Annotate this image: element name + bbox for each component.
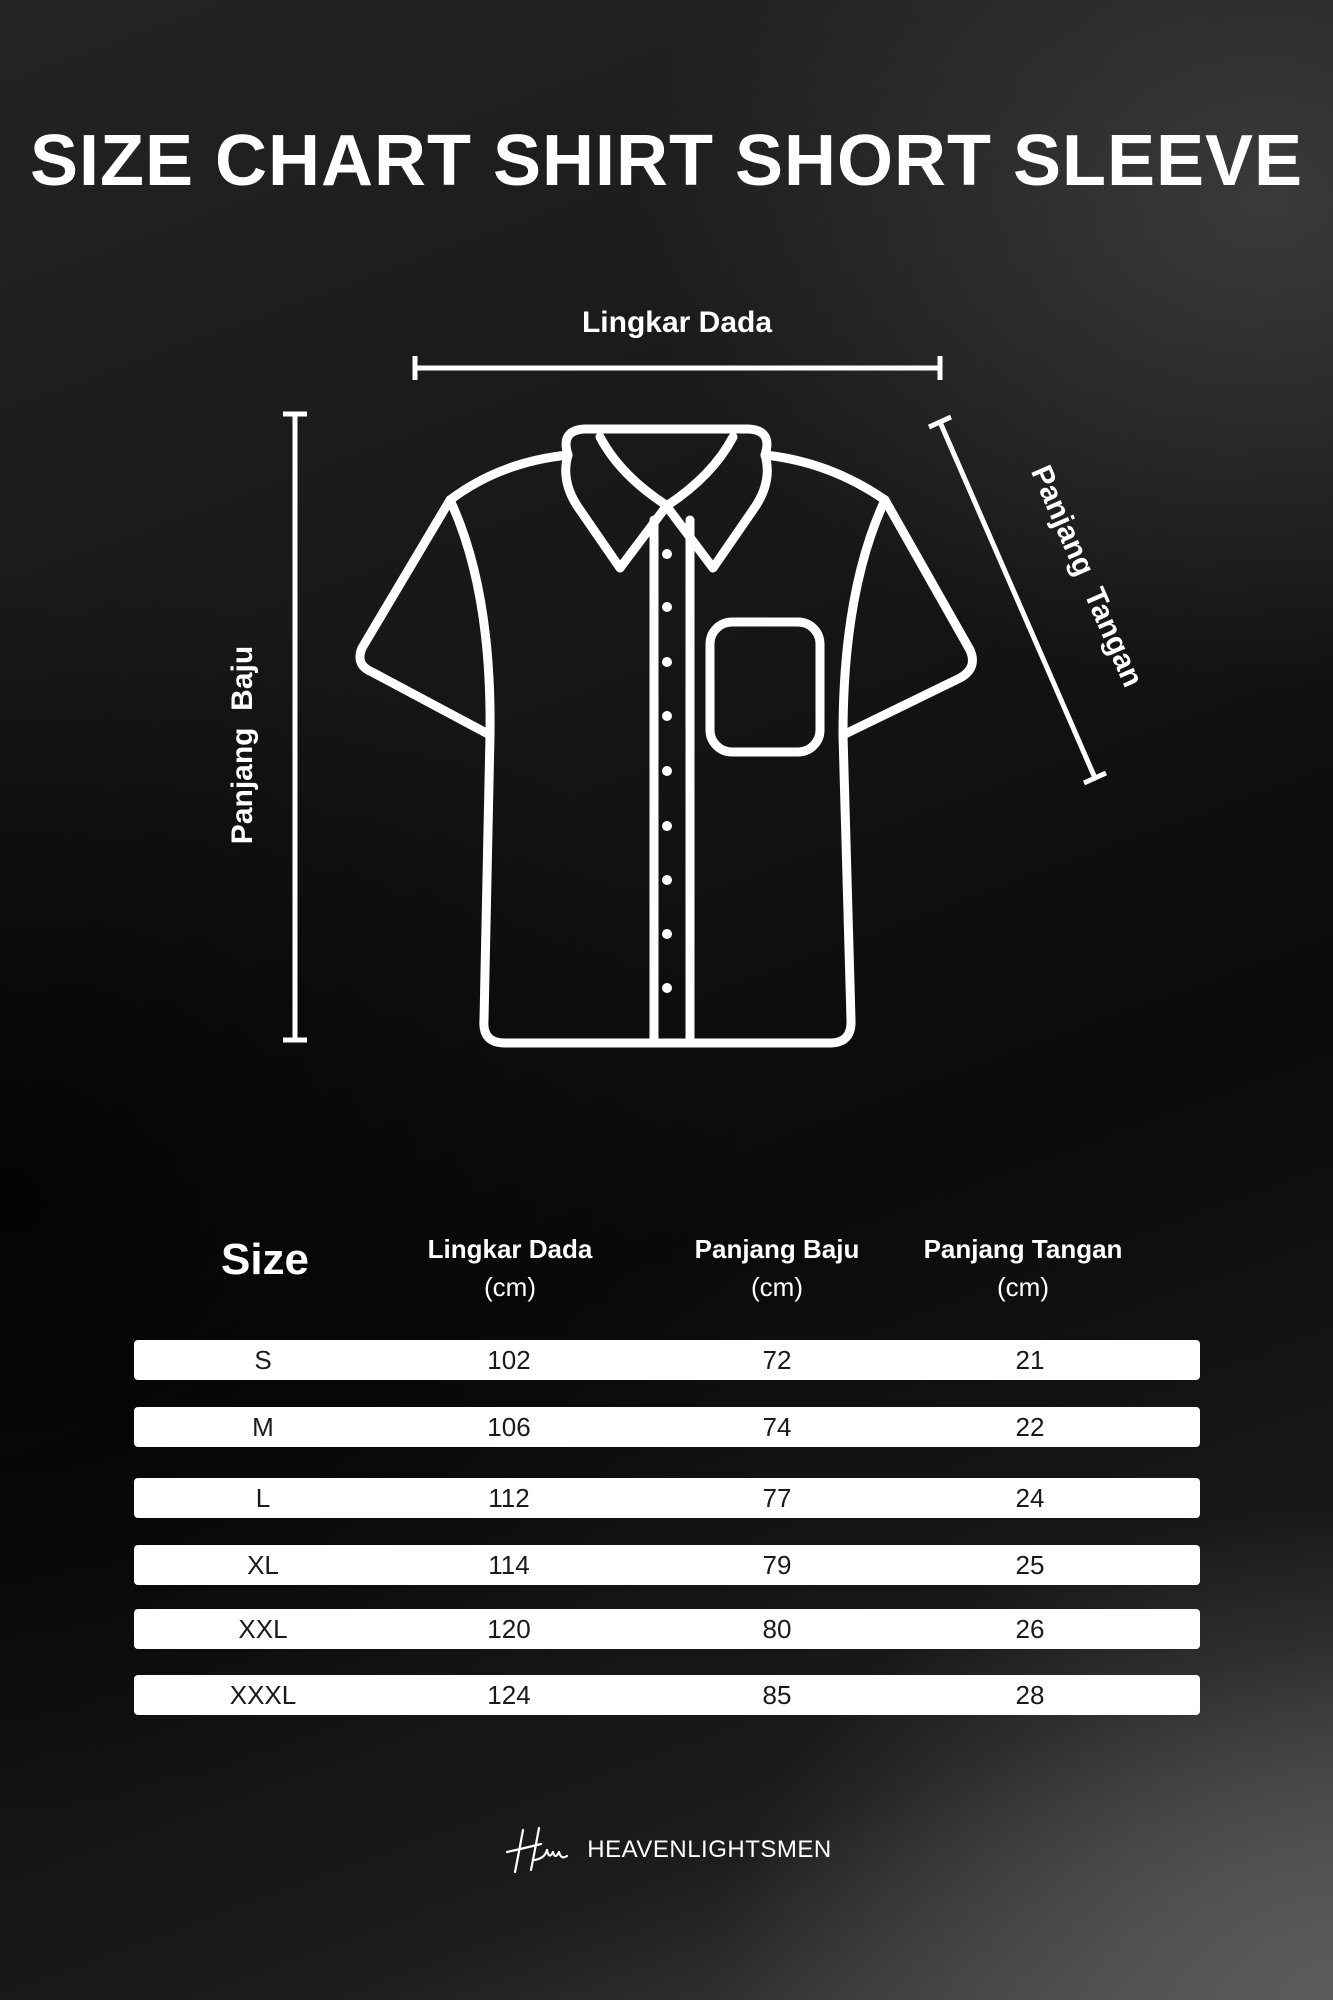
- length-header-unit: (cm): [751, 1272, 803, 1302]
- size-cell: XL: [247, 1550, 279, 1580]
- size-cell: M: [252, 1412, 274, 1442]
- table-row: [134, 1609, 1200, 1649]
- sleeve-header-unit: (cm): [997, 1272, 1049, 1302]
- sleeve-label: Panjang Tangan: [1024, 460, 1150, 692]
- brand-footer: [0, 1822, 1333, 1872]
- sleeve-cell: 28: [1015, 1680, 1045, 1710]
- chest-cell: 102: [487, 1345, 531, 1375]
- shirt-buttons: [662, 549, 672, 993]
- table-row: [134, 1340, 1200, 1380]
- length-cell: 85: [762, 1680, 792, 1710]
- brand-logo-icon: [501, 1822, 577, 1878]
- length-label: Panjang Baju: [226, 645, 259, 845]
- length-cell: 72: [762, 1345, 792, 1375]
- size-cell: XXL: [238, 1614, 288, 1644]
- chest-header-unit: (cm): [484, 1272, 536, 1302]
- chest-label: Lingkar Dada: [581, 306, 773, 339]
- sleeve-cell: 25: [1015, 1550, 1045, 1580]
- size-column-header: Size: [220, 1235, 310, 1284]
- table-row: [134, 1478, 1200, 1518]
- sleeve-cell: 26: [1015, 1614, 1045, 1644]
- length-measure-line: [283, 414, 307, 1040]
- table-row: [134, 1545, 1200, 1585]
- table-row: [134, 1675, 1200, 1715]
- length-header-name: Panjang Baju: [694, 1234, 860, 1264]
- length-cell: 77: [762, 1483, 792, 1513]
- chest-cell: 112: [488, 1483, 530, 1513]
- length-cell: 74: [762, 1412, 792, 1442]
- sleeve-cell: 24: [1015, 1483, 1045, 1513]
- table-row: [134, 1407, 1200, 1447]
- chest-cell: 106: [487, 1412, 531, 1442]
- sleeve-column-header: [903, 1230, 1143, 1306]
- size-cell: L: [255, 1483, 271, 1513]
- shirt-outline: [360, 429, 973, 1043]
- page-title: SIZE CHART SHIRT SHORT SLEEVE: [29, 121, 1304, 201]
- sleeve-cell: 21: [1015, 1345, 1045, 1375]
- chest-measure-line: [415, 356, 940, 380]
- sleeve-cell: 22: [1015, 1412, 1045, 1442]
- chest-cell: 124: [487, 1680, 531, 1710]
- chest-column-header: [405, 1230, 615, 1306]
- length-column-header: [672, 1230, 882, 1306]
- brand-name: HEAVENLIGHTSMEN: [587, 1836, 832, 1863]
- length-cell: 80: [762, 1614, 792, 1644]
- size-cell: S: [254, 1345, 272, 1375]
- size-cell: XXXL: [229, 1680, 297, 1710]
- chest-cell: 120: [487, 1614, 531, 1644]
- chest-cell: 114: [488, 1550, 530, 1580]
- chest-header-name: Lingkar Dada: [427, 1234, 593, 1264]
- sleeve-header-name: Panjang Tangan: [923, 1234, 1123, 1264]
- length-cell: 79: [762, 1550, 792, 1580]
